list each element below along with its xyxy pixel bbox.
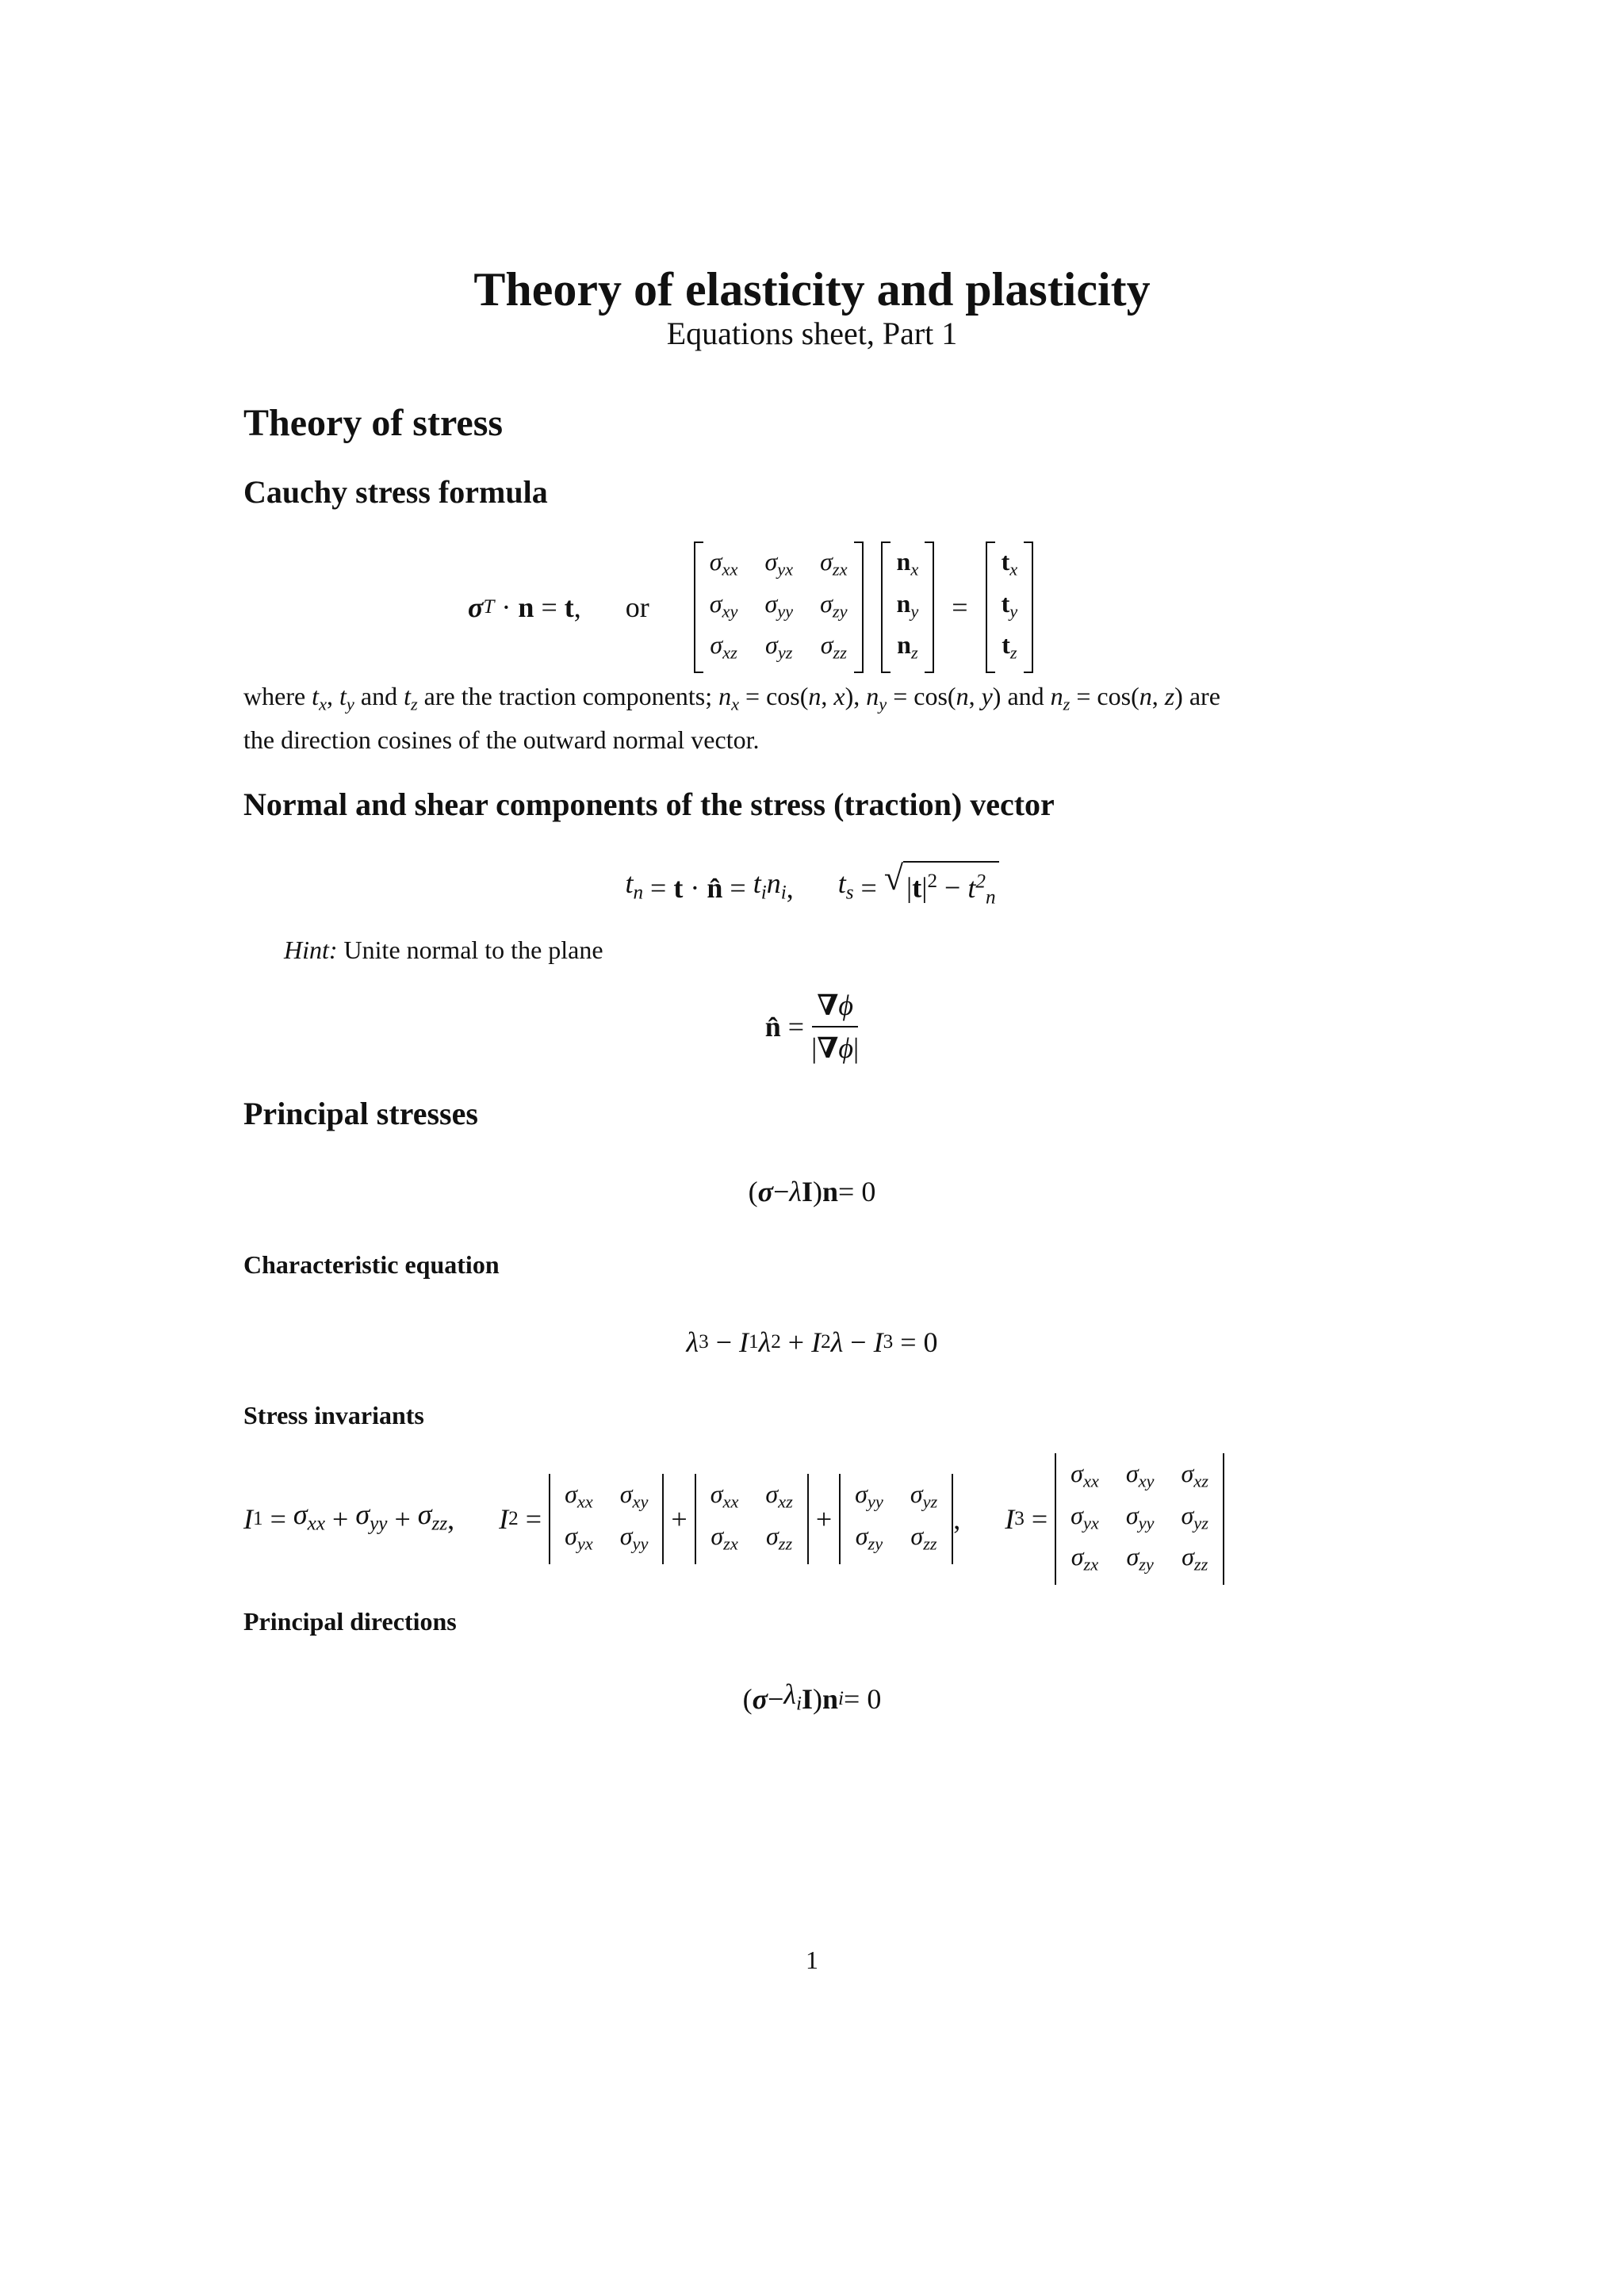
traction-vector-matrix: $t_x$ $t_y$ $t_z$ <box>986 541 1034 673</box>
document-subtitle: Equations sheet, Part 1 <box>666 316 958 351</box>
equation-unit-normal: n̂ = $\frac{\nabla\phi}{|\nabla\phi|}$ <box>764 989 860 1064</box>
determinant-xy: $\sigma_{xx}$ $\sigma_{xy}$ $\sigma_{yx}$ $\sigma_{yy}$ <box>549 1474 664 1563</box>
equation-stress-invariants: I 1 = $\sigma_{xx}$ + $\sigma_{yy}$ + $\sigma_{zz}$ , I 2 = $\sigma_{xx}$ $\sigma_{xy}$ $\sigma_{yx}$ $\sigma_{yy}$ + $\sigma_{xx}$ $\sigma_{xz}$ $\sigma_{zx}$ $\sigma_{zz}$ + $\sigma_{yy}$ $\sigma_{yz}$ $\sigma_{zy}$ $\sigma_{zz}$ , I 3 = $\sigma_{xx}$ $\sigma_{xy}$ $\sigma_{xz}$ $\sigma_{yx}$ $\sigma_{yy}$ $\sigma_{yz}$ $\sigma_{zx}$ $\sigma_{zy}$ $\sigma_{zz}$ <box>243 1464 1224 1575</box>
equation-principal-directions: ( σ − $\lambda_i$ I ) n i = 0 <box>742 1678 882 1715</box>
determinant-full: $\sigma_{xx}$ $\sigma_{xy}$ $\sigma_{xz}$ $\sigma_{yx}$ $\sigma_{yy}$ $\sigma_{yz}$ $\sigma_{zx}$ $\sigma_{zy}$ $\sigma_{zz}$ <box>1055 1453 1224 1585</box>
section-heading-theory-of-stress: Theory of stress <box>243 402 504 444</box>
hint-line: Hint: Unite normal to the plane <box>284 936 603 964</box>
equation-characteristic: λ 3 − I 1 λ 2 + I 2 λ − I 3 = 0 <box>686 1326 938 1358</box>
document-title: Theory of elasticity and plasticity <box>473 263 1151 316</box>
determinant-yz: $\sigma_{yy}$ $\sigma_{yz}$ $\sigma_{zy}$ $\sigma_{zz}$ <box>839 1474 953 1563</box>
heading-normal-shear-components: Normal and shear components of the stress (traction) vector <box>243 786 1055 822</box>
heading-cauchy-stress-formula: Cauchy stress formula <box>243 474 548 510</box>
heading-principal-stresses: Principal stresses <box>243 1096 478 1131</box>
heading-stress-invariants: Stress invariants <box>243 1401 424 1429</box>
heading-characteristic-equation: Characteristic equation <box>243 1250 500 1279</box>
stress-matrix: $\sigma_{xx}$ $\sigma_{yx}$ $\sigma_{zx}$ $\sigma_{xy}$ $\sigma_{yy}$ $\sigma_{zy}$ $\sigma_{xz}$ $\sigma_{yz}$ $\sigma_{zz}$ <box>694 541 864 673</box>
equation-normal-shear: $t_n$ = t · n̂ = $t_in_i$ , $t_s$ = √ $|t|^2 - t^2_n$ <box>0 864 1624 912</box>
page-number: 1 <box>806 1946 818 1974</box>
equation-principal-eigen: ( σ − λ I ) n = 0 <box>748 1176 876 1207</box>
equation-cauchy: σ T · n = t , or $\sigma_{xx}$ $\sigma_{yx}$ $\sigma_{zx}$ $\sigma_{xy}$ $\sigma_{yy}$ $\sigma_{zy}$ $\sigma_{xz}$ $\sigma_{yz}$ $\sigma_{zz}$ $n_x$ $n_y$ $n_z$ = $t_x$ $t_y$ $t_z$ <box>468 552 1033 663</box>
heading-principal-directions: Principal directions <box>243 1607 457 1636</box>
determinant-xz: $\sigma_{xx}$ $\sigma_{xz}$ $\sigma_{zx}$ $\sigma_{zz}$ <box>695 1474 809 1563</box>
or-word: or <box>625 591 649 623</box>
normal-vector-matrix: $n_x$ $n_y$ $n_z$ <box>881 541 935 673</box>
cauchy-explanation: where $t_x$, $t_y$ and $t_z$ are the traction components; $n_x = \cos(n$, x), $n_y = \cos(n$, y) and $n_z = \cos(n$, z) are the direction cosines of the outward normal vector. <box>243 682 1220 754</box>
